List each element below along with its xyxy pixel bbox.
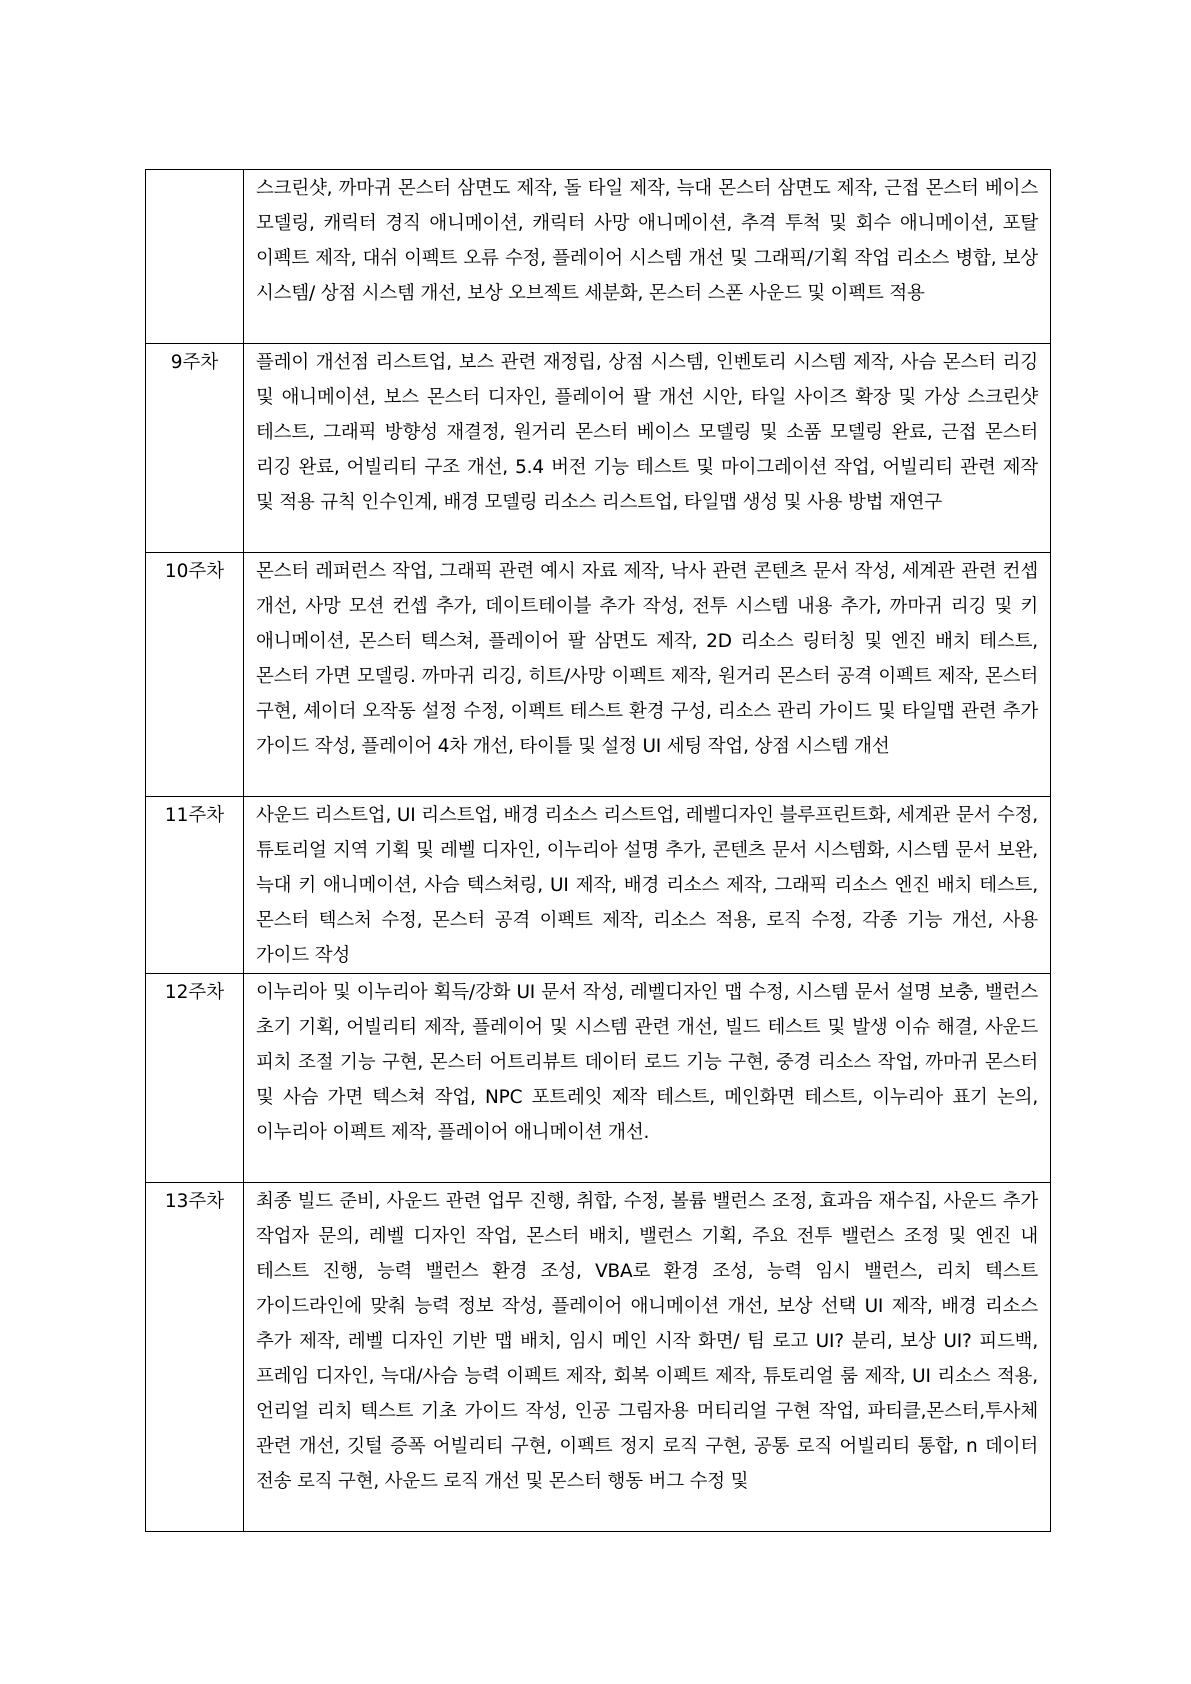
content-cell: 최종 빌드 준비, 사운드 관련 업무 진행, 취합, 수정, 볼륨 밸런스 조정, 효과음 재수집, 사운드 추가 작업자 문의, 레벨 디자인 작업, 몬스터 배치, 밸런스 기획, 주요 전투 밸런스 조정 및 엔진 내 테스트 진행, 능력 밸런스 환경 조성, VBA로 환경 조성, 능력 임시 밸런스, 리치 텍스트 가이드라인에 맞춰 능력 정보 작성, 플레이어 애니메이션 개선, 보상 선택 UI 제작, 배경 리소스 추가 제작, 레벨 디자인 기반 맵 배치, 임시 메인 시작 화면/ 팀 로고 UI? 분리, 보상 UI? 피드백, 프레임 디자인, 늑대/사슴 능력 이펙트 제작, 회복 이펙트 제작, 튜토리얼 룸 제작, UI 리소스 적용, 언리얼 리치 텍스트 기초 가이드 작성, 인공 그림자용 머티리얼 구현 작업, 파티클,몬스터,투사체 관련 개선, 깃털 증폭 어빌리티 구현, 이펙트 정지 로직 구현, 공통 로직 어빌리티 통합, n 데이터 전송 로직 구현, 사운드 로직 개선 및 몬스터 행동 버그 수정 및 xyxy=(244,1183,1051,1532)
table-row xyxy=(146,170,1051,344)
table-row xyxy=(146,344,1051,553)
content-cell: 이누리아 및 이누리아 획득/강화 UI 문서 작성, 레벨디자인 맵 수정, 시스템 문서 설명 보충, 밸런스 초기 기획, 어빌리티 제작, 플레이어 및 시스템 관련 개선, 빌드 테스트 및 발생 이슈 해결, 사운드 피치 조절 기능 구현, 몬스터 어트리뷰트 데이터 로드 기능 구현, 중경 리소스 작업, 까마귀 몬스터 및 사슴 가면 텍스쳐 작업, NPC 포트레잇 제작 테스트, 메인화면 테스트, 이누리아 표기 논의, 이누리아 이펙트 제작, 플레이어 애니메이션 개선. xyxy=(244,974,1051,1183)
week-cell: 9주차 xyxy=(146,344,244,553)
table-row xyxy=(146,553,1051,797)
content-cell: 플레이 개선점 리스트업, 보스 관련 재정립, 상점 시스템, 인벤토리 시스템 제작, 사슴 몬스터 리깅 및 애니메이션, 보스 몬스터 디자인, 플레이어 팔 개선 시안, 타일 사이즈 확장 및 가상 스크린샷 테스트, 그래픽 방향성 재결정, 원거리 몬스터 베이스 모델링 및 소품 모델링 완료, 근접 몬스터 리깅 완료, 어빌리티 구조 개선, 5.4 버전 기능 테스트 및 마이그레이션 작업, 어빌리티 관련 제작 및 적용 규칙 인수인계, 배경 모델링 리소스 리스트업, 타일맵 생성 및 사용 방법 재연구 xyxy=(244,344,1051,553)
table-row xyxy=(146,797,1051,974)
content-cell: 몬스터 레퍼런스 작업, 그래픽 관련 예시 자료 제작, 낙사 관련 콘텐츠 문서 작성, 세계관 관련 컨셉 개선, 사망 모션 컨셉 추가, 데이트테이블 추가 작성, 전투 시스템 내용 추가, 까마귀 리깅 및 키 애니메이션, 몬스터 텍스쳐, 플레이어 팔 삼면도 제작, 2D 리소스 링터칭 및 엔진 배치 테스트, 몬스터 가면 모델링. 까마귀 리깅, 히트/사망 이펙트 제작, 원거리 몬스터 공격 이펙트 제작, 몬스터 구현, 셰이더 오작동 설정 수정, 이펙트 테스트 환경 구성, 리소스 관리 가이드 및 타일맵 관련 추가 가이드 작성, 플레이어 4차 개선, 타이틀 및 설정 UI 세팅 작업, 상점 시스템 개선 xyxy=(244,553,1051,797)
week-cell: 13주차 xyxy=(146,1183,244,1532)
week-cell: 11주차 xyxy=(146,797,244,974)
content-cell: 사운드 리스트업, UI 리스트업, 배경 리소스 리스트업, 레벨디자인 블루프린트화, 세계관 문서 수정, 튜토리얼 지역 기획 및 레벨 디자인, 이누리아 설명 추가, 콘텐츠 문서 시스템화, 시스템 문서 보완, 늑대 키 애니메이션, 사슴 텍스쳐링, UI 제작, 배경 리소스 제작, 그래픽 리소스 엔진 배치 테스트, 몬스터 텍스처 수정, 몬스터 공격 이펙트 제작, 리소스 적용, 로직 수정, 각종 기능 개선, 사용 가이드 작성 xyxy=(244,797,1051,974)
week-cell xyxy=(146,170,244,344)
week-cell: 10주차 xyxy=(146,553,244,797)
content-cell: 스크린샷, 까마귀 몬스터 삼면도 제작, 돌 타일 제작, 늑대 몬스터 삼면도 제작, 근접 몬스터 베이스 모델링, 캐릭터 경직 애니메이션, 캐릭터 사망 애니메이션, 추격 투척 및 회수 애니메이션, 포탈 이펙트 제작, 대쉬 이펙트 오류 수정, 플레이어 시스템 개선 및 그래픽/기획 작업 리소스 병합, 보상 시스템/ 상점 시스템 개선, 보상 오브젝트 세분화, 몬스터 스폰 사운드 및 이펙트 적용 xyxy=(244,170,1051,344)
week-cell: 12주차 xyxy=(146,974,244,1183)
table-row xyxy=(146,974,1051,1183)
table-row xyxy=(146,1183,1051,1532)
weekly-progress-table xyxy=(145,169,1051,1532)
